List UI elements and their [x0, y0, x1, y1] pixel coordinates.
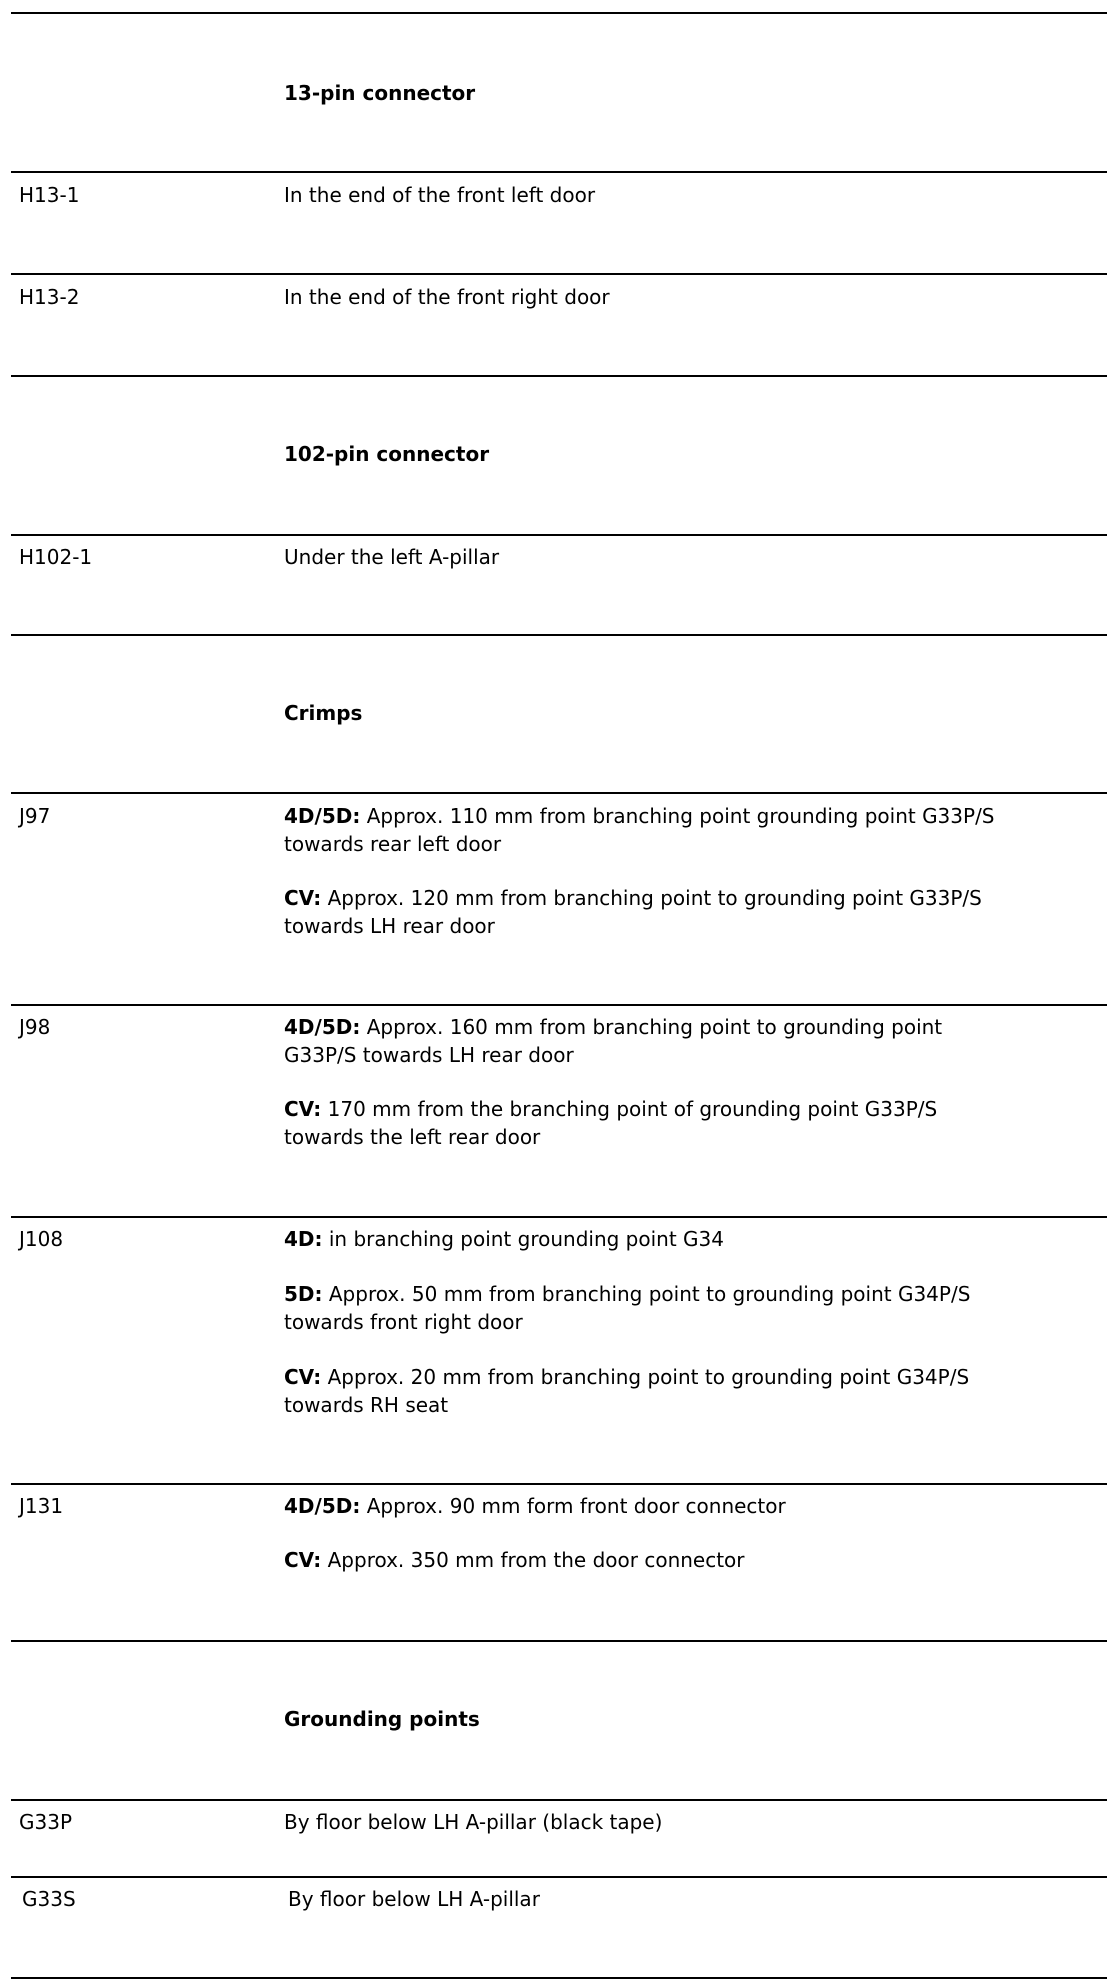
row-description — [284, 1013, 1104, 1151]
table-rule — [11, 1799, 1107, 1801]
table-rule — [11, 634, 1107, 636]
table-rule — [11, 375, 1107, 377]
description-text: By floor below LH A-pillar (black tape) — [284, 1810, 663, 1834]
row-code: J98 — [19, 1015, 51, 1039]
description-line: Approx. 120 mm from branching point to grounding point G33P/S — [321, 886, 982, 910]
section-heading: 102-pin connector — [284, 442, 490, 466]
description-line: towards LH rear door — [284, 914, 495, 938]
row-description — [284, 283, 1104, 311]
table-rule — [11, 1483, 1107, 1485]
description-paragraph — [284, 1225, 1104, 1253]
variant-label: 5D: — [284, 1282, 323, 1306]
description-text: In the end of the front left door — [284, 183, 596, 207]
row-code: J108 — [19, 1227, 64, 1251]
table-rule — [11, 171, 1107, 173]
variant-label: 4D/5D: — [284, 1015, 361, 1039]
description-text: Under the left A-pillar — [284, 545, 500, 569]
description-line: in branching point grounding point G34 — [322, 1227, 724, 1251]
description-line: Approx. 50 mm from branching point to grounding point G34P/S — [322, 1282, 971, 1306]
row-code: J131 — [19, 1494, 64, 1518]
row-description — [284, 181, 1104, 209]
description-line: towards rear left door — [284, 832, 502, 856]
row-description — [284, 1492, 1104, 1574]
row-code: H13-1 — [19, 183, 80, 207]
table-rule — [11, 1216, 1107, 1218]
table-rule — [11, 534, 1107, 536]
row-description — [284, 1808, 1104, 1836]
description-paragraph — [284, 1546, 1104, 1574]
description-text: By floor below LH A-pillar — [288, 1887, 540, 1911]
row-code: H13-2 — [19, 285, 80, 309]
description-line: 170 mm from the branching point of grounding point G33P/S — [321, 1097, 938, 1121]
table-rule — [11, 1640, 1107, 1642]
row-code: J97 — [19, 804, 51, 828]
row-code: G33P — [19, 1810, 73, 1834]
description-text: In the end of the front right door — [284, 285, 610, 309]
description-line: Approx. 110 mm from branching point grounding point G33P/S — [360, 804, 995, 828]
description-line: Approx. 90 mm form front door connector — [360, 1494, 786, 1518]
row-code: G33S — [22, 1887, 76, 1911]
description-paragraph — [284, 1492, 1104, 1520]
description-line: G33P/S towards LH rear door — [284, 1043, 574, 1067]
row-description — [284, 1225, 1104, 1419]
section-heading: 13-pin connector — [284, 81, 476, 105]
description-paragraph — [284, 1095, 1104, 1123]
table-rule — [11, 12, 1107, 14]
description-line: Approx. 350 mm from the door connector — [321, 1548, 745, 1572]
variant-label: 4D: — [284, 1227, 323, 1251]
table-rule — [11, 273, 1107, 275]
row-description — [288, 1885, 1108, 1913]
variant-label: CV: — [284, 1548, 322, 1572]
table-rule — [11, 792, 1107, 794]
variant-label: CV: — [284, 1365, 322, 1389]
variant-label: CV: — [284, 1097, 322, 1121]
description-line: towards RH seat — [284, 1393, 449, 1417]
row-code: H102-1 — [19, 545, 93, 569]
row-description — [284, 802, 1104, 940]
variant-label: CV: — [284, 886, 322, 910]
row-description — [284, 543, 1104, 571]
section-heading: Grounding points — [284, 1707, 480, 1731]
description-line: towards front right door — [284, 1310, 523, 1334]
description-paragraph — [284, 1363, 1104, 1391]
description-paragraph — [284, 1013, 1104, 1041]
variant-label: 4D/5D: — [284, 804, 361, 828]
description-paragraph — [284, 884, 1104, 912]
table-rule — [11, 1004, 1107, 1006]
description-paragraph — [284, 802, 1104, 830]
table-rule — [11, 1876, 1107, 1878]
description-line: Approx. 20 mm from branching point to grounding point G34P/S — [321, 1365, 970, 1389]
description-line: towards the left rear door — [284, 1125, 541, 1149]
variant-label: 4D/5D: — [284, 1494, 361, 1518]
section-heading: Crimps — [284, 701, 363, 725]
description-line: Approx. 160 mm from branching point to grounding point — [360, 1015, 943, 1039]
description-paragraph — [284, 1280, 1104, 1308]
